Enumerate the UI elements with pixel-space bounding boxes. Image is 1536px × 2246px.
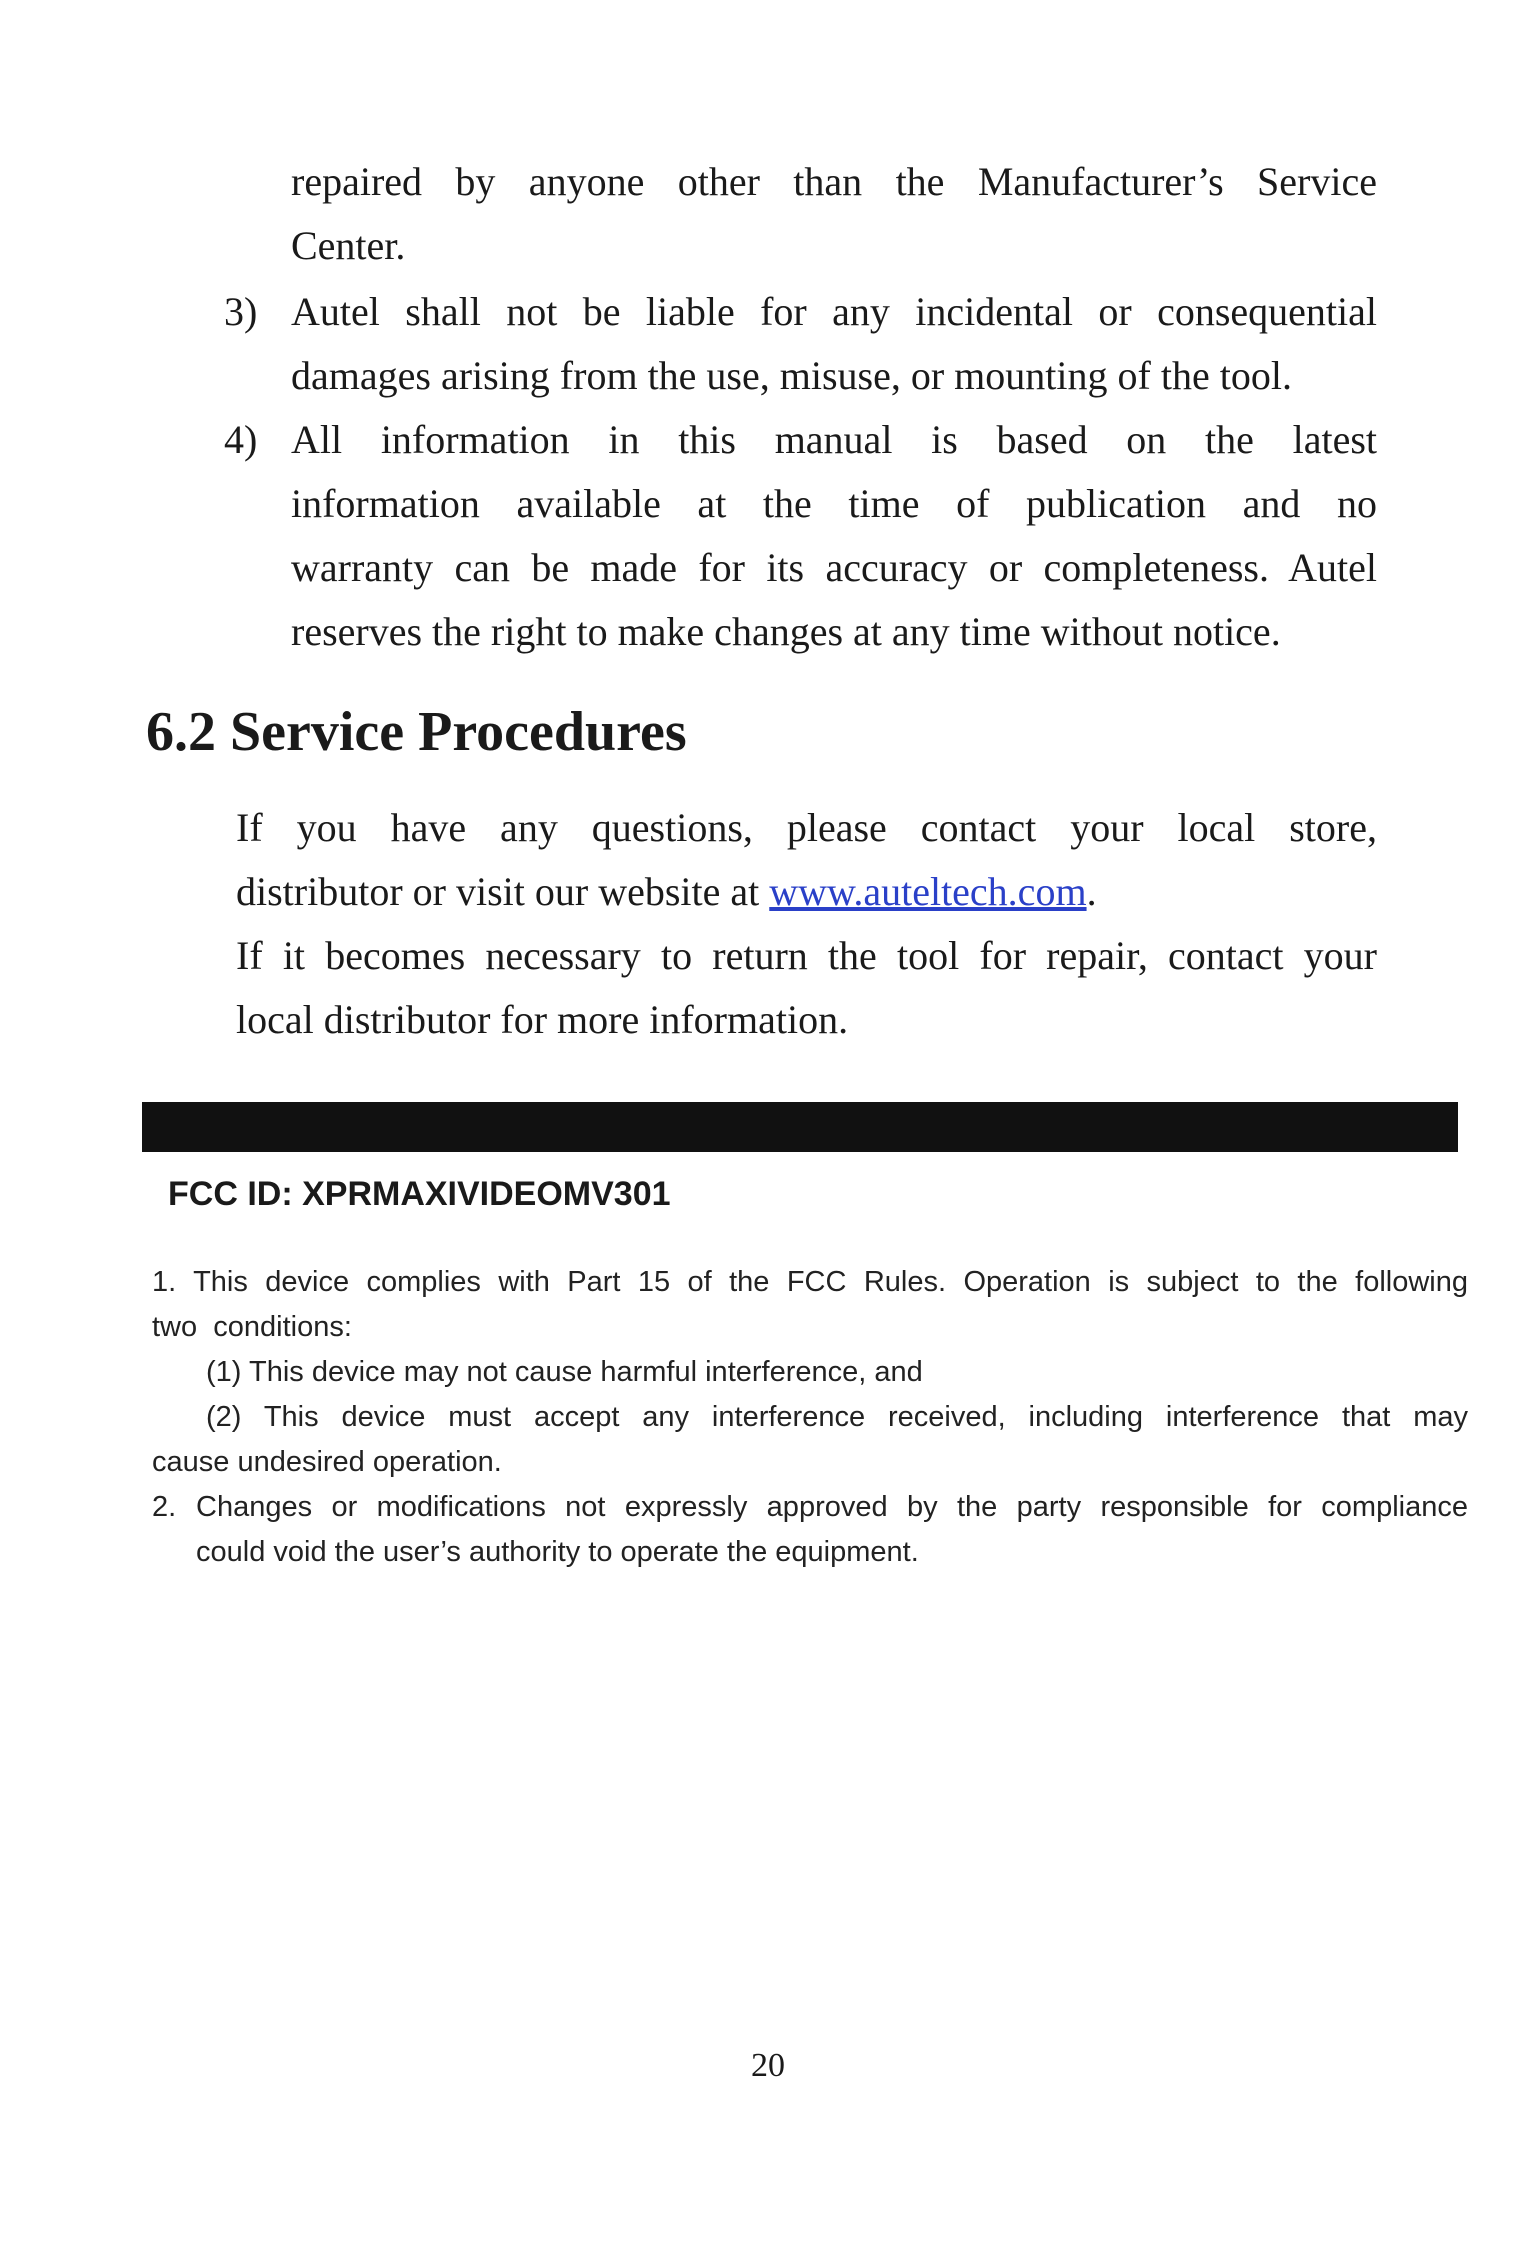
fcc-id-label: FCC ID: XPRMAXIVIDEOMV301 (168, 1175, 671, 1213)
top-paragraph-line-1: repaired by anyone other than the Manufacturer’s Service (291, 159, 1377, 204)
fcc-item-1-line-2: two conditions: (152, 1311, 352, 1343)
list-item-4-line-4: reserves the right to make changes at any time without notice. (291, 609, 1281, 654)
service-paragraph-1-line-2 (236, 860, 1097, 924)
service-paragraph-2-line-2: local distributor for more information. (236, 997, 849, 1042)
fcc-item-2-line-2: could void the user’s authority to operate the equipment. (196, 1536, 919, 1568)
service-paragraph-2-line-1: If it becomes necessary to return the tool for repair, contact your (236, 933, 1377, 978)
website-link[interactable]: www.auteltech.com (769, 869, 1087, 914)
top-paragraph-line-2: Center. (291, 223, 406, 268)
fcc-condition-2-line-1: (2) This device must accept any interference received, including interference that may (206, 1401, 1468, 1433)
service-paragraph-1-line-1: If you have any questions, please contact your local store, (236, 805, 1377, 850)
list-item-3-line-1: Autel shall not be liable for any incidental or consequential (291, 289, 1377, 334)
list-item-4-line-1: All information in this manual is based on the latest (291, 417, 1377, 462)
website-prefix: distributor or visit our website at (236, 869, 770, 914)
fcc-header-bar (142, 1102, 1458, 1152)
fcc-item-2-number: 2. (152, 1491, 177, 1523)
page-number: 20 (751, 2047, 785, 2084)
website-suffix: . (1086, 869, 1097, 914)
list-item-4-number: 4) (224, 417, 258, 462)
fcc-condition-2-line-2: cause undesired operation. (152, 1446, 502, 1478)
list-item-4-line-3: warranty can be made for its accuracy or completeness. Autel (291, 545, 1377, 590)
list-item-3-number: 3) (224, 289, 258, 334)
fcc-item-1-line-1: 1. This device complies with Part 15 of the FCC Rules. Operation is subject to the following (152, 1266, 1468, 1298)
section-heading: 6.2 Service Procedures (146, 701, 687, 763)
fcc-item-2-line-1: Changes or modifications not expressly approved by the party responsible for compliance (196, 1491, 1468, 1523)
fcc-condition-1: (1) This device may not cause harmful interference, and (206, 1356, 923, 1388)
list-item-4-line-2: information available at the time of publication and no (291, 481, 1377, 526)
list-item-3-line-2: damages arising from the use, misuse, or mounting of the tool. (291, 353, 1292, 398)
